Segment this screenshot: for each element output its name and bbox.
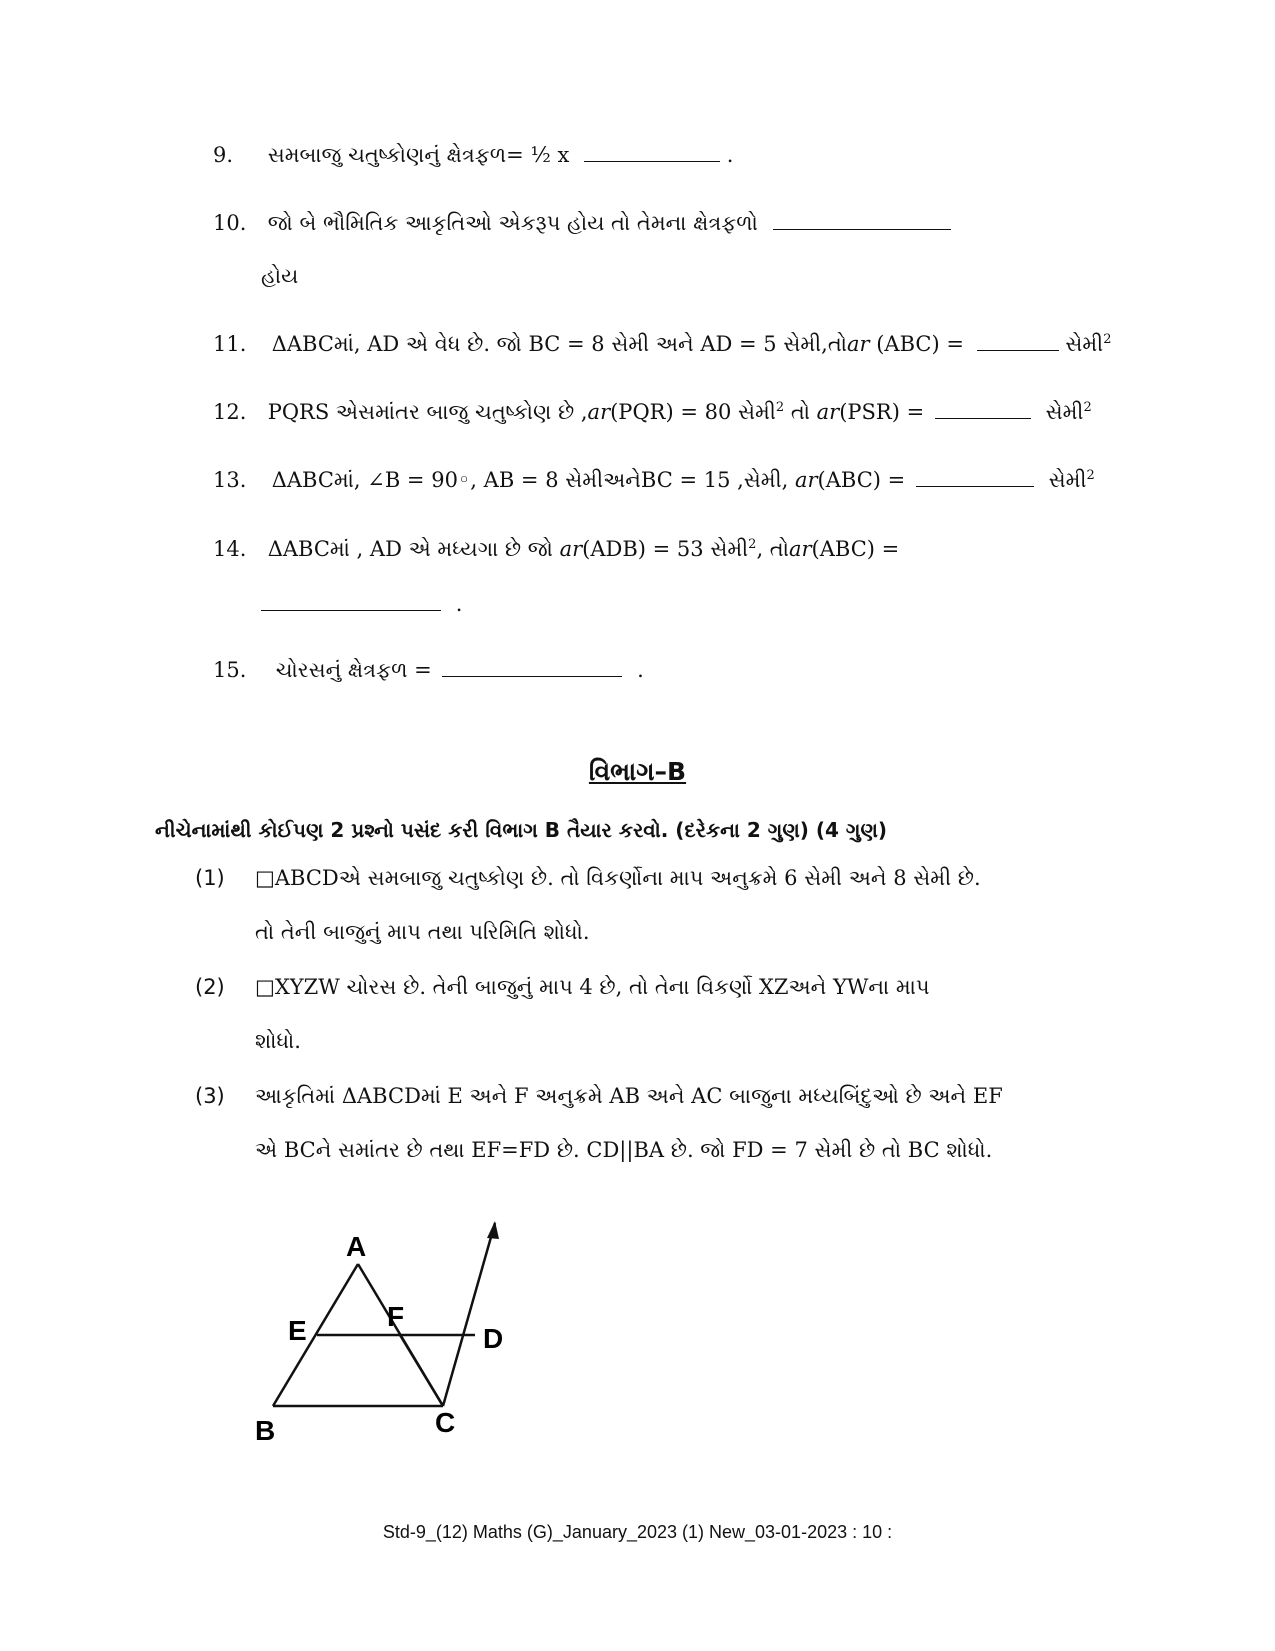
question-text: ΔABCમાં, ∠B = 90◦, AB = 8 સેમીઅનેBC = 15 ,સેમી, 𝑎𝑟(ABC) = — [271, 468, 906, 492]
unit-exponent: 2 — [1086, 468, 1095, 483]
unit: સેમી — [1048, 468, 1087, 492]
answer-blank — [977, 332, 1059, 351]
answer-blank — [584, 143, 720, 162]
question-number: 11. — [213, 332, 247, 356]
question-11 — [213, 332, 1111, 357]
item-number: (3) — [195, 1084, 225, 1108]
question-13 — [213, 468, 1095, 493]
question-end: . — [726, 143, 734, 167]
item-2-line-1: □XYZW ચોરસ છે. તેની બાજુનું માપ 4 છે, તો તેના વિકર્ણો XZઅને YWના માપ — [255, 975, 930, 999]
question-text: સમબાજુ ચતુષ્કોણનું ક્ષેત્રફળ= ½ x — [267, 143, 570, 167]
question-end: . — [637, 658, 644, 682]
question-number: 15. — [213, 658, 247, 682]
label-e: E — [288, 1315, 307, 1346]
question-number: 12. — [213, 400, 247, 424]
unit-exponent: 2 — [775, 400, 785, 415]
label-d: D — [483, 1323, 504, 1354]
label-c: C — [435, 1407, 456, 1438]
unit: સેમી — [1065, 332, 1104, 356]
question-number: 10. — [213, 211, 247, 235]
question-text-2: , તો𝑎𝑟(ABC) = — [756, 537, 900, 561]
question-10 — [213, 211, 951, 236]
answer-blank — [935, 400, 1031, 419]
unit-exponent: 2 — [1103, 332, 1112, 347]
label-b: B — [255, 1415, 276, 1440]
segment-fb — [400, 1335, 443, 1406]
item-1-line-2: તો તેની બાજુનું માપ તથા પરિમિતિ શોધો. — [255, 920, 590, 944]
question-number: 9. — [213, 143, 234, 167]
question-text: જો બે ભૌમિતિક આકૃતિઓ એકરૂપ હોય તો તેમના ક્ષેત્રફળો — [267, 211, 758, 235]
label-f: F — [387, 1301, 405, 1332]
unit: સેમી — [1045, 400, 1084, 424]
question-text-2: તો 𝑎𝑟(PSR) = — [790, 400, 925, 424]
item-3-line-1: આકૃતિમાં ΔABCDમાં E અને F અનુક્રમે AB અને AC બાજુના મધ્યબિંદુઓ છે અને EF — [255, 1084, 1003, 1108]
question-10-continued: હોય — [261, 264, 299, 288]
answer-blank — [916, 468, 1034, 487]
answer-blank — [773, 211, 951, 230]
question-15 — [213, 658, 644, 683]
question-12 — [213, 400, 1092, 425]
question-number: 14. — [213, 537, 247, 561]
item-1-line-1: □ABCDએ સમબાજુ ચતુષ્કોણ છે. તો વિકર્ણોના માપ અનુક્રમે 6 સેમી અને 8 સેમી છે. — [255, 866, 981, 890]
answer-blank — [261, 592, 441, 611]
item-2-line-2: શોધો. — [255, 1029, 301, 1053]
question-text: ΔABCમાં, AD એ વેધ છે. જો BC = 8 સેમી અને AD = 5 સેમી,તો𝑎𝑟 (ABC) = — [271, 332, 964, 356]
section-b-title: વિભાગ–B — [588, 757, 687, 786]
question-number: 13. — [213, 468, 247, 492]
question-14-continued — [261, 592, 462, 616]
geometry-figure — [255, 1220, 545, 1440]
item-number: (1) — [195, 866, 225, 890]
question-text: ચોરસનું ક્ષેત્રફળ = — [275, 658, 432, 682]
question-text: ΔABCમાં , AD એ મધ્યગા છે જો 𝑎𝑟(ADB) = 53 સેમી — [267, 537, 749, 561]
item-3-line-2: એ BCને સમાંતર છે તથા EF=FD છે. CD||BA છે. જો FD = 7 સેમી છે તો BC શોધો. — [255, 1138, 993, 1162]
section-b-instruction: નીચેનામાંથી કોઈપણ 2 પ્રશ્નો પસંદ કરી વિભાગ B તૈયાર કરવો. (દરેકના 2 ગુણ) (4 ગુણ) — [155, 818, 888, 842]
question-14 — [213, 537, 899, 562]
page-footer: Std-9_(12) Maths (G)_January_2023 (1) New_03-01-2023 : 10 : — [382, 1522, 893, 1542]
item-number: (2) — [195, 975, 225, 999]
unit-exponent: 2 — [748, 537, 757, 552]
ray-cd — [443, 1223, 495, 1406]
answer-blank — [442, 658, 622, 677]
question-end: . — [455, 592, 463, 616]
unit-exponent: 2 — [1083, 400, 1092, 415]
question-text: PQRS એસમાંતર બાજુ ચતુષ્કોણ છે ,𝑎𝑟(PQR) = 80 સેમી — [267, 400, 776, 424]
label-a: A — [346, 1231, 367, 1262]
arrow-head-icon — [487, 1221, 499, 1239]
question-9 — [213, 143, 733, 168]
